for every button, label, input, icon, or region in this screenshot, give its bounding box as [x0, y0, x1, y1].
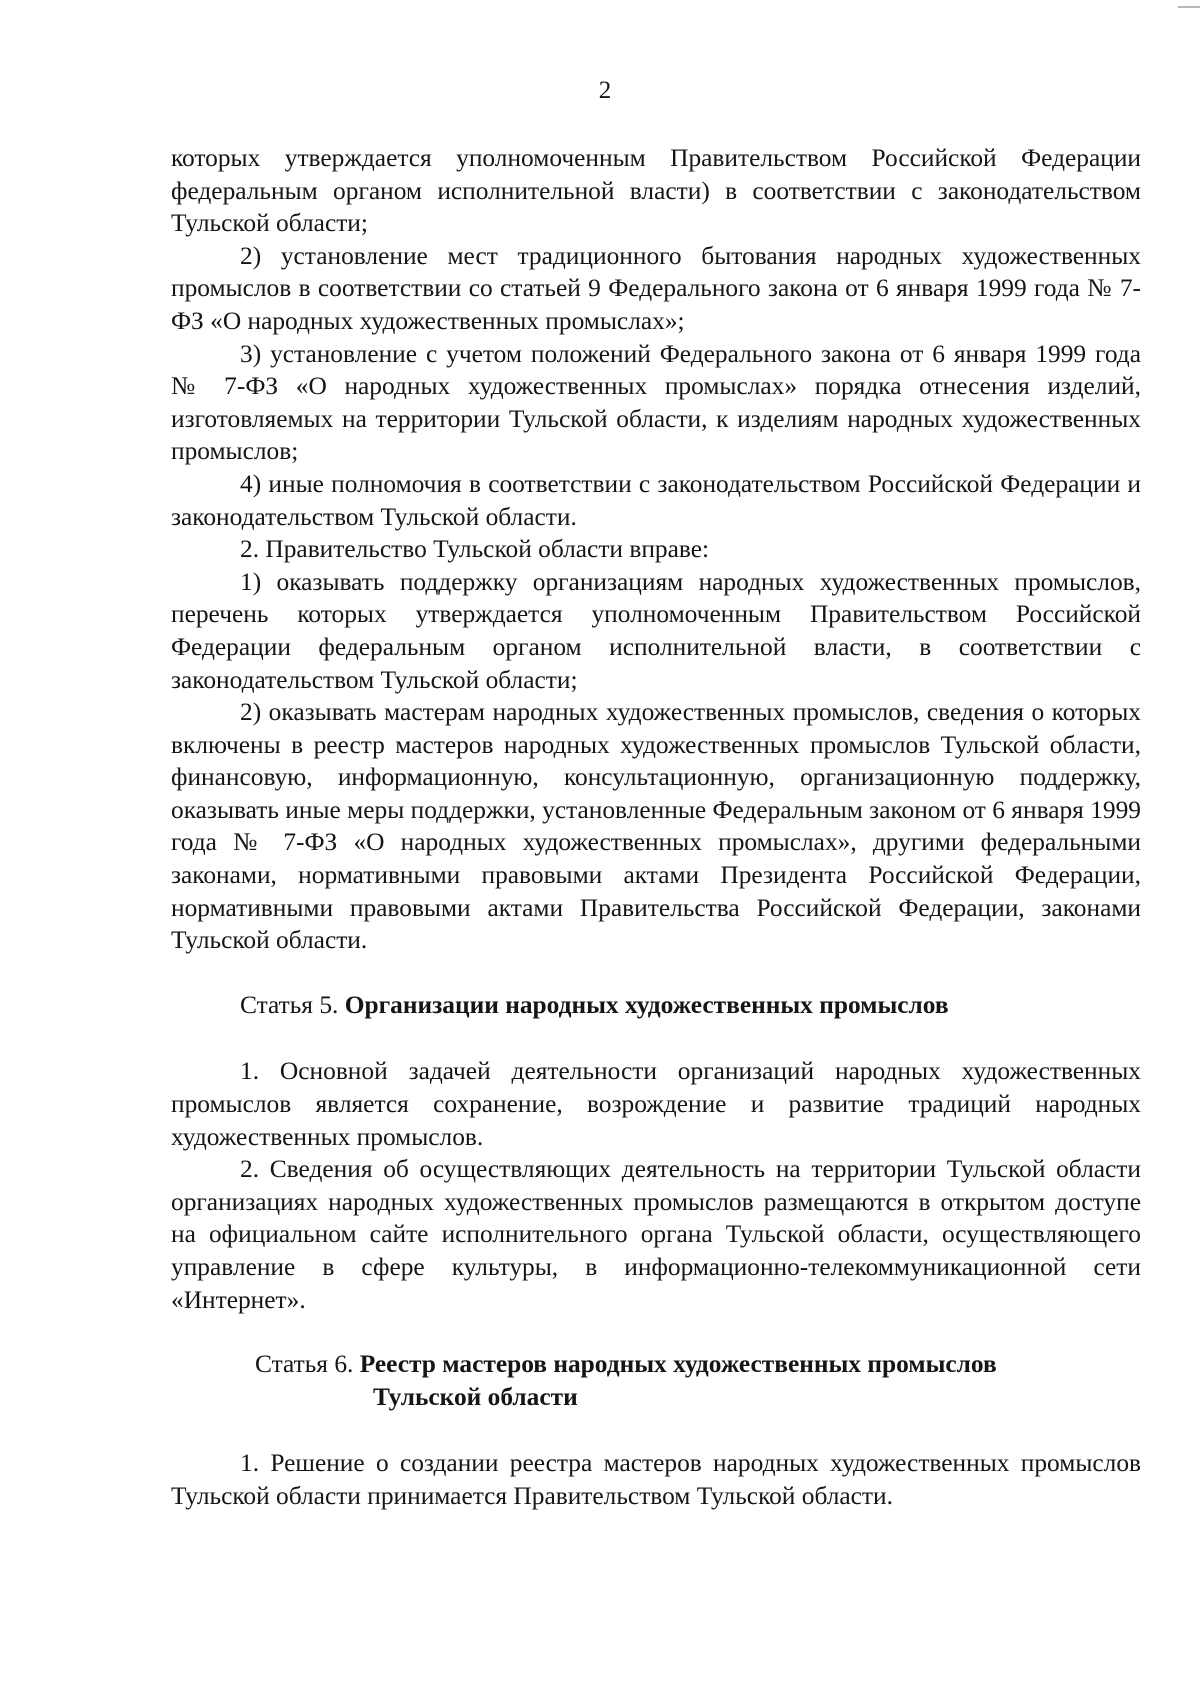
document-body	[171, 142, 1141, 1513]
scan-edge-mark	[1178, 6, 1200, 8]
paragraph-item-3: 3) установление с учетом положений Федерального закона от 6 января 1999 года № 7-ФЗ «О народных художественных промыслах» порядка отнесения изделий, изготовляемых на территории Тульской области, к изделиям народных художественных промыслов;	[171, 339, 1141, 466]
article-6-prefix: Статья 6.	[255, 1350, 354, 1379]
paragraph-right-2: 2) оказывать мастерам народных художественных промыслов, сведения о которых включены в реестр мастеров народных художественных промыслов Тульской области, финансовую, информационную, консультационную, организационную поддержку, оказывать иные меры поддержки, установленные Федеральным законом от 6 января 1999 года № 7-ФЗ «О народных художественных промыслах», другими федеральными законами, нормативными правовыми актами Президента Российской Федерации, нормативными правовыми актами Правительства Российской Федерации, законами Тульской области.	[171, 698, 1141, 955]
article-6-heading	[171, 1348, 1141, 1413]
article-5-paragraph-2: 2. Сведения об осуществляющих деятельность на территории Тульской области организациях народных художественных промыслов размещаются в открытом доступе на официальном сайте исполнительного органа Тульской области, осуществляющего управление в сфере культуры, в информационно-телекоммуникационной сети «Интернет».	[171, 1155, 1141, 1314]
article-5-prefix: Статья 5.	[240, 990, 339, 1019]
paragraph-right-1: 1) оказывать поддержку организациям народных художественных промыслов, перечень которых утверждается уполномоченным Правительством Российской Федерации федеральным органом исполнительной власти, в соответствии с законодательством Тульской области;	[171, 567, 1141, 694]
article-5-title: Организации народных художественных промыслов	[344, 990, 949, 1019]
article-6-title-line-1: Реестр мастеров народных художественных промыслов	[359, 1350, 997, 1379]
article-5-paragraph-1: 1. Основной задачей деятельности организаций народных художественных промыслов является сохранение, возрождение и развитие традиций народных художественных промыслов.	[171, 1057, 1141, 1151]
paragraph-continuation: которых утверждается уполномоченным Правительством Российской Федерации федеральным органом исполнительной власти) в соответствии с законодательством Тульской области;	[171, 144, 1141, 238]
article-5-heading	[171, 989, 1141, 1022]
page-number: 2	[598, 77, 612, 104]
paragraph-item-4: 4) иные полномочия в соответствии с законодательством Российской Федерации и законодательством Тульской области.	[171, 469, 1141, 531]
article-6-title-line-2: Тульской области	[373, 1382, 578, 1411]
paragraph-item-2: 2) установление мест традиционного бытования народных художественных промыслов в соответствии со статьей 9 Федерального закона от 6 января 1999 года № 7-ФЗ «О народных художественных промыслах»;	[171, 241, 1141, 335]
article-6-paragraph-1: 1. Решение о создании реестра мастеров народных художественных промыслов Тульской области принимается Правительством Тульской области.	[171, 1449, 1141, 1510]
paragraph-section-2: 2. Правительство Тульской области вправе:	[240, 535, 710, 564]
